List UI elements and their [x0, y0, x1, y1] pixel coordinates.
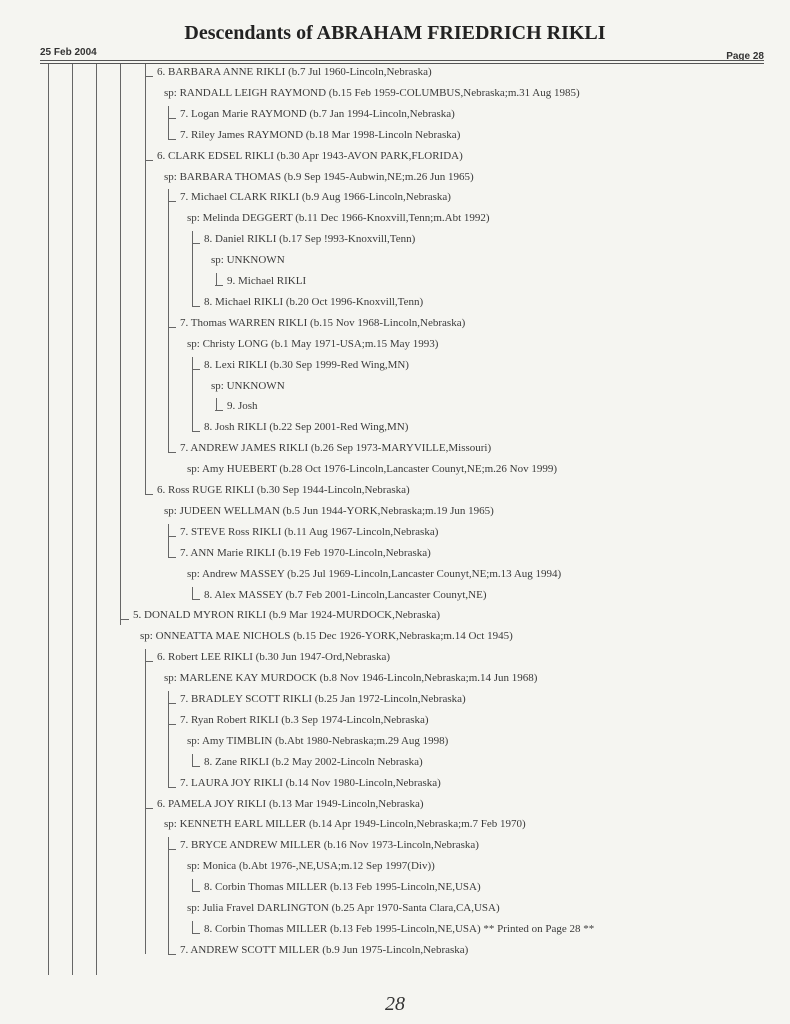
tree-connector-tick	[192, 243, 200, 244]
tree-entry: 6. PAMELA JOY RIKLI (b.13 Mar 1949-Lincoln,Nebraska)	[157, 797, 424, 810]
tree-connector-line	[168, 524, 169, 557]
tree-connector-line	[216, 398, 217, 410]
tree-connector-line	[145, 649, 146, 954]
header-rule	[40, 60, 764, 61]
tree-entry: sp: Julia Fravel DARLINGTON (b.25 Apr 1970-Santa Clara,CA,USA)	[187, 902, 500, 914]
tree-entry: 7. ANN Marie RIKLI (b.19 Feb 1970-Lincoln,Nebraska)	[180, 546, 431, 559]
tree-connector-tick	[192, 766, 200, 767]
tree-connector-tick	[168, 201, 176, 202]
tree-entry: 6. CLARK EDSEL RIKLI (b.30 Apr 1943-AVON PARK,FLORIDA)	[157, 149, 463, 162]
tree-entry: 8. Corbin Thomas MILLER (b.13 Feb 1995-Lincoln,NE,USA) ** Printed on Page 28 **	[204, 922, 595, 935]
tree-connector-line	[192, 754, 193, 766]
tree-connector-tick	[168, 536, 176, 537]
tree-entry: sp: UNKNOWN	[211, 379, 285, 392]
tree-entry: 7. LAURA JOY RIKLI (b.14 Nov 1980-Lincoln,Nebraska)	[180, 776, 441, 789]
tree-connector-tick	[192, 306, 200, 307]
tree-entry: 8. Michael RIKLI (b.20 Oct 1996-Knoxvill,Tenn)	[204, 295, 424, 308]
tree-connector-tick	[145, 160, 153, 161]
tree-entry: 7. ANDREW JAMES RIKLI (b.26 Sep 1973-MARYVILLE,Missouri)	[180, 442, 492, 455]
tree-entry: 8. Daniel RIKLI (b.17 Sep !993-Knoxvill,Tenn)	[204, 233, 416, 246]
tree-connector-tick	[145, 494, 153, 495]
tree-entry: sp: Amy TIMBLIN (b.Abt 1980-Nebraska;m.29 Aug 1998)	[187, 734, 449, 747]
tree-connector-line	[168, 189, 169, 452]
tree-connector-line	[168, 691, 169, 787]
tree-entry: 7. Riley James RAYMOND (b.18 Mar 1998-Lincoln Nebraska)	[180, 128, 461, 141]
tree-entry: sp: Christy LONG (b.1 May 1971-USA;m.15 May 1993)	[187, 337, 439, 350]
tree-connector-tick	[192, 369, 200, 370]
header-rule	[40, 63, 764, 64]
tree-entry: 6. Robert LEE RIKLI (b.30 Jun 1947-Ord,Nebraska)	[157, 651, 391, 664]
tree-entry: 7. STEVE Ross RIKLI (b.11 Aug 1967-Lincoln,Nebraska)	[180, 525, 439, 538]
tree-entry: sp: ONNEATTA MAE NICHOLS (b.15 Dec 1926-YORK,Nebraska;m.14 Oct 1945)	[140, 630, 513, 643]
tree-entry: 7. Ryan Robert RIKLI (b.3 Sep 1974-Lincoln,Nebraska)	[180, 713, 429, 726]
tree-entry: 6. BARBARA ANNE RIKLI (b.7 Jul 1960-Lincoln,Nebraska)	[157, 66, 432, 78]
tree-entry: 7. BRADLEY SCOTT RIKLI (b.25 Jan 1972-Lincoln,Nebraska)	[180, 693, 466, 705]
tree-connector-tick	[192, 431, 200, 432]
tree-entry: sp: Andrew MASSEY (b.25 Jul 1969-Lincoln,Lancaster Counyt,NE;m.13 Aug 1994)	[187, 567, 562, 580]
tree-connector-line	[168, 106, 169, 139]
tree-connector-tick	[168, 327, 176, 328]
tree-connector-tick	[192, 599, 200, 600]
tree-entry: 8. Josh RIKLI (b.22 Sep 2001-Red Wing,MN)	[204, 421, 409, 434]
tree-entry: sp: Monica (b.Abt 1976-,NE,USA;m.12 Sep 1997(Div))	[187, 860, 435, 873]
tree-connector-line	[192, 587, 193, 599]
tree-entry: sp: Melinda DEGGERT (b.11 Dec 1966-Knoxvill,Tenn;m.Abt 1992)	[187, 212, 490, 225]
tree-entry: sp: Amy HUEBERT (b.28 Oct 1976-Lincoln,Lancaster Counyt,NE;m.26 Nov 1999)	[187, 463, 558, 476]
tree-entry: 8. Lexi RIKLI (b.30 Sep 1999-Red Wing,MN)	[204, 358, 409, 371]
tree-connector-line	[72, 64, 73, 975]
tree-connector-tick	[192, 933, 200, 934]
tree-entry: sp: RANDALL LEIGH RAYMOND (b.15 Feb 1959-COLUMBUS,Nebraska;m.31 Aug 1985)	[164, 86, 580, 99]
tree-entry: sp: KENNETH EARL MILLER (b.14 Apr 1949-Lincoln,Nebraska;m.7 Feb 1970)	[164, 818, 526, 831]
tree-entry: 5. DONALD MYRON RIKLI (b.9 Mar 1924-MURDOCK,Nebraska)	[133, 609, 441, 622]
tree-entry: sp: UNKNOWN	[211, 254, 285, 267]
tree-entry: 9. Josh	[227, 400, 258, 413]
tree-connector-tick	[168, 118, 176, 119]
tree-connector-line	[216, 273, 217, 285]
tree-entry: sp: JUDEEN WELLMAN (b.5 Jun 1944-YORK,Nebraska;m.19 Jun 1965)	[164, 504, 494, 517]
tree-entry: 9. Michael RIKLI	[227, 275, 307, 287]
report-date: 25 Feb 2004	[40, 47, 97, 58]
tree-entry: 7. ANDREW SCOTT MILLER (b.9 Jun 1975-Lincoln,Nebraska)	[180, 943, 469, 956]
tree-connector-tick	[168, 557, 176, 558]
tree-connector-tick	[168, 724, 176, 725]
page-title: Descendants of ABRAHAM FRIEDRICH RIKLI	[184, 22, 606, 44]
tree-connector-tick	[168, 849, 176, 850]
tree-entry: sp: MARLENE KAY MURDOCK (b.8 Nov 1946-Lincoln,Nebraska;m.14 Jun 1968)	[164, 672, 538, 685]
tree-connector-line	[145, 64, 146, 494]
tree-entry: 8. Corbin Thomas MILLER (b.13 Feb 1995-Lincoln,NE,USA)	[204, 881, 481, 894]
tree-connector-tick	[121, 619, 129, 620]
tree-entry: 7. Michael CLARK RIKLI (b.9 Aug 1966-Lincoln,Nebraska)	[180, 191, 451, 204]
tree-connector-line	[96, 625, 97, 975]
tree-connector-tick	[168, 139, 176, 140]
tree-connector-tick	[168, 703, 176, 704]
tree-connector-line	[120, 64, 121, 625]
tree-connector-tick	[215, 410, 223, 411]
tree-connector-tick	[145, 661, 153, 662]
tree-entry: 8. Alex MASSEY (b.7 Feb 2001-Lincoln,Lancaster Counyt,NE)	[204, 588, 487, 601]
page-label: Page 28	[726, 51, 764, 62]
tree-connector-tick	[168, 954, 176, 955]
tree-entry: sp: BARBARA THOMAS (b.9 Sep 1945-Aubwin,NE;m.26 Jun 1965)	[164, 170, 474, 183]
tree-connector-tick	[168, 787, 176, 788]
page-number: 28	[385, 993, 405, 1015]
tree-entry: 6. Ross RUGE RIKLI (b.30 Sep 1944-Lincoln,Nebraska)	[157, 484, 410, 496]
tree-entry: 7. BRYCE ANDREW MILLER (b.16 Nov 1973-Lincoln,Nebraska)	[180, 839, 479, 852]
tree-connector-tick	[192, 891, 200, 892]
tree-connector-tick	[168, 452, 176, 453]
tree-connector-line	[168, 837, 169, 954]
tree-entry: 8. Zane RIKLI (b.2 May 2002-Lincoln Nebraska)	[204, 755, 423, 768]
tree-connector-tick	[145, 76, 153, 77]
tree-connector-tick	[145, 808, 153, 809]
tree-entry: 7. Logan Marie RAYMOND (b.7 Jan 1994-Lincoln,Nebraska)	[180, 107, 455, 120]
tree-connector-tick	[215, 285, 223, 286]
tree-entry: 7. Thomas WARREN RIKLI (b.15 Nov 1968-Lincoln,Nebraska)	[180, 316, 466, 329]
tree-connector-line	[192, 879, 193, 891]
tree-connector-line	[192, 921, 193, 933]
tree-connector-line	[48, 64, 49, 975]
